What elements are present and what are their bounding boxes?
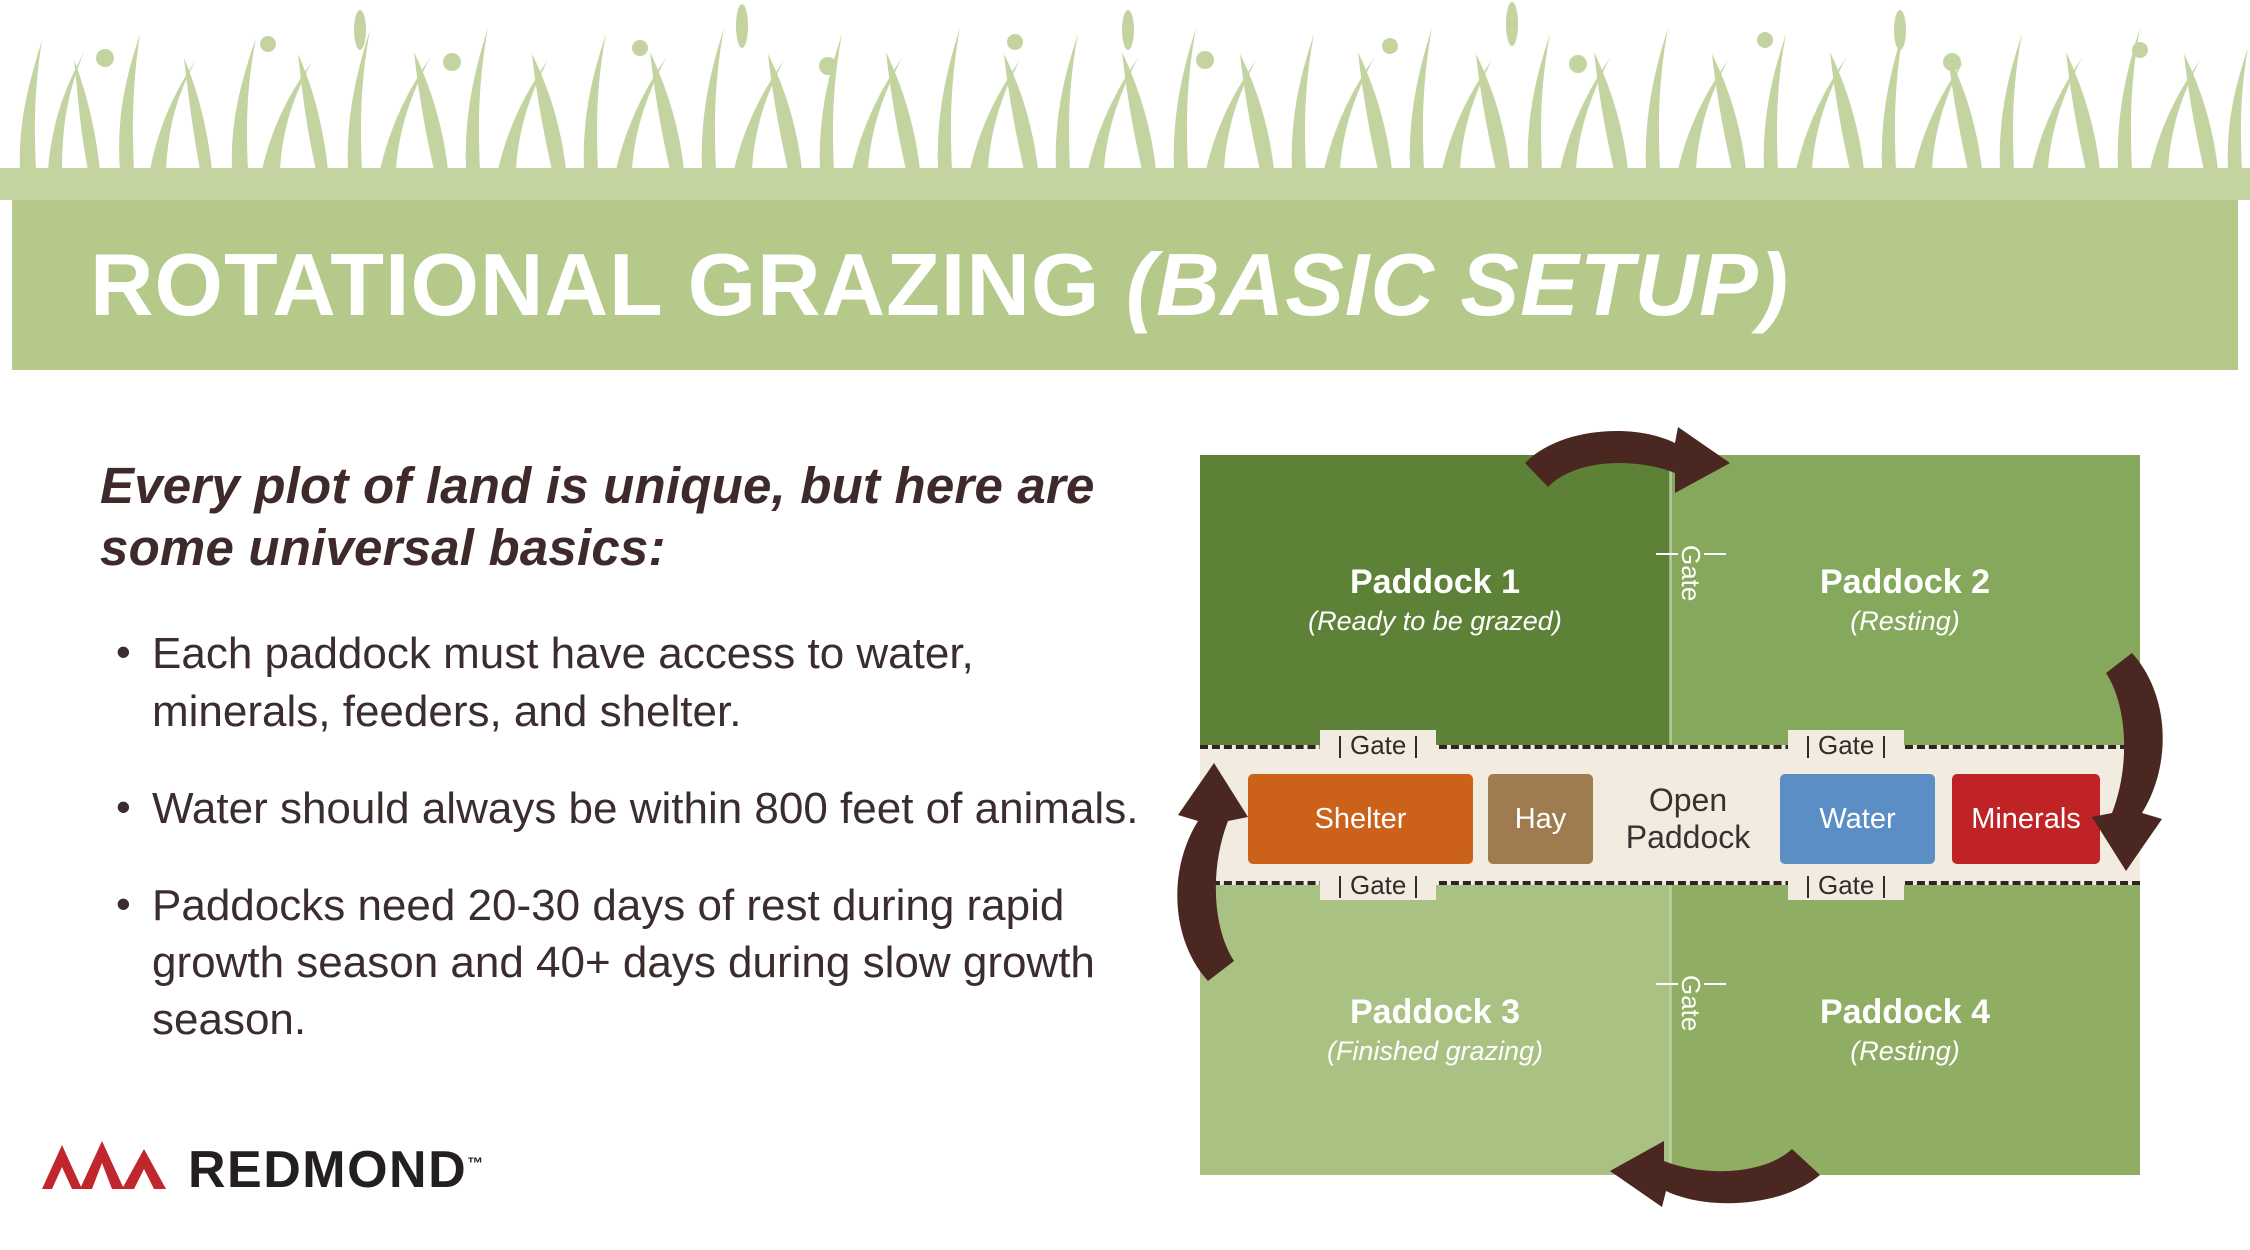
gate-tick-icon xyxy=(1704,983,1726,985)
gate-tick-icon xyxy=(1415,876,1417,898)
gate-tick-icon xyxy=(1656,553,1678,555)
bullet-marker: • xyxy=(116,782,131,830)
open-paddock-lane xyxy=(1200,745,2140,885)
gate-tick-icon xyxy=(1656,983,1678,985)
page-title xyxy=(90,234,1789,336)
gate-tick-icon xyxy=(1883,736,1885,758)
intro-lede: Every plot of land is unique, but here are some universal basics: xyxy=(100,457,1095,577)
gate-tick-icon xyxy=(1339,736,1341,758)
paddock-1-state: (Ready to be grazed) xyxy=(1308,606,1562,637)
minerals-block[interactable] xyxy=(1952,774,2100,864)
logo-wordmark-text: REDMOND xyxy=(188,1141,468,1199)
open-paddock-label xyxy=(1598,767,1778,871)
paddock-4-name: Paddock 4 xyxy=(1819,992,1991,1031)
paddock-3-name: Paddock 3 xyxy=(1349,992,1521,1031)
paddock-3-state: (Finished grazing) xyxy=(1326,1036,1544,1067)
logo-wordmark xyxy=(188,1141,485,1199)
gate-top-right[interactable] xyxy=(1788,730,1904,760)
bullet-marker: • xyxy=(116,880,131,927)
paddock-2-state: (Resting) xyxy=(1850,606,1960,637)
intro-column xyxy=(100,455,1150,1089)
hay-label: Hay xyxy=(1514,802,1567,835)
gate-tick-icon xyxy=(1807,876,1809,898)
list-item xyxy=(116,625,1150,739)
gate-vertical-top-label: Gate xyxy=(1676,545,1706,602)
gate-vertical-top[interactable] xyxy=(1656,545,1726,601)
gate-bottom-left-label: Gate xyxy=(1350,870,1407,900)
paddock-2-name: Paddock 2 xyxy=(1819,562,1991,601)
gate-tick-icon xyxy=(1883,876,1885,898)
water-label: Water xyxy=(1819,802,1896,835)
list-item-text: Paddocks need 20-30 days of rest during rapid growth season and 40+ days during slow growth season. xyxy=(152,881,1095,1045)
water-block[interactable] xyxy=(1780,774,1935,864)
shelter-block[interactable] xyxy=(1248,774,1473,864)
paddock-1[interactable] xyxy=(1200,455,1670,745)
page-title-sub: (BASIC SETUP) xyxy=(1125,235,1790,334)
grass-silhouette-banner xyxy=(0,0,2250,200)
gate-tick-icon xyxy=(1415,736,1417,758)
page-title-main: ROTATIONAL GRAZING xyxy=(90,235,1101,334)
list-item xyxy=(116,780,1150,837)
gate-top-left[interactable] xyxy=(1320,730,1436,760)
gate-tick-icon xyxy=(1807,736,1809,758)
gate-vertical-bottom-label: Gate xyxy=(1676,975,1706,1032)
gate-bottom-right[interactable] xyxy=(1788,870,1904,900)
paddock-1-name: Paddock 1 xyxy=(1349,562,1521,601)
logo-trademark: ™ xyxy=(467,1155,485,1173)
gate-top-left-label: Gate xyxy=(1350,730,1407,760)
gate-vertical-bottom[interactable] xyxy=(1656,975,1726,1031)
gate-tick-icon xyxy=(1704,553,1726,555)
gate-bottom-left[interactable] xyxy=(1320,870,1436,900)
paddock-2[interactable] xyxy=(1670,455,2140,745)
redmond-logo xyxy=(40,1135,485,1199)
list-item-text: Water should always be within 800 feet of animals. xyxy=(152,783,1139,833)
rotational-grazing-diagram xyxy=(1200,455,2140,1175)
title-banner xyxy=(12,200,2238,370)
bullet-marker: • xyxy=(116,628,131,676)
open-paddock-line2: Paddock xyxy=(1625,819,1751,855)
list-item-text: Each paddock must have access to water, minerals, feeders, and shelter. xyxy=(152,629,974,736)
gate-bottom-right-label: Gate xyxy=(1818,870,1875,900)
hay-block[interactable] xyxy=(1488,774,1593,864)
mountains-icon xyxy=(40,1135,170,1196)
minerals-label: Minerals xyxy=(1971,802,2081,835)
gate-tick-icon xyxy=(1339,876,1341,898)
paddock-3[interactable] xyxy=(1200,885,1670,1175)
paddock-4-state: (Resting) xyxy=(1850,1036,1960,1067)
basics-list xyxy=(100,625,1150,1048)
paddock-4[interactable] xyxy=(1670,885,2140,1175)
list-item xyxy=(116,877,1150,1049)
gate-top-right-label: Gate xyxy=(1818,730,1875,760)
open-paddock-line1: Open xyxy=(1648,782,1728,819)
shelter-label: Shelter xyxy=(1314,802,1407,835)
